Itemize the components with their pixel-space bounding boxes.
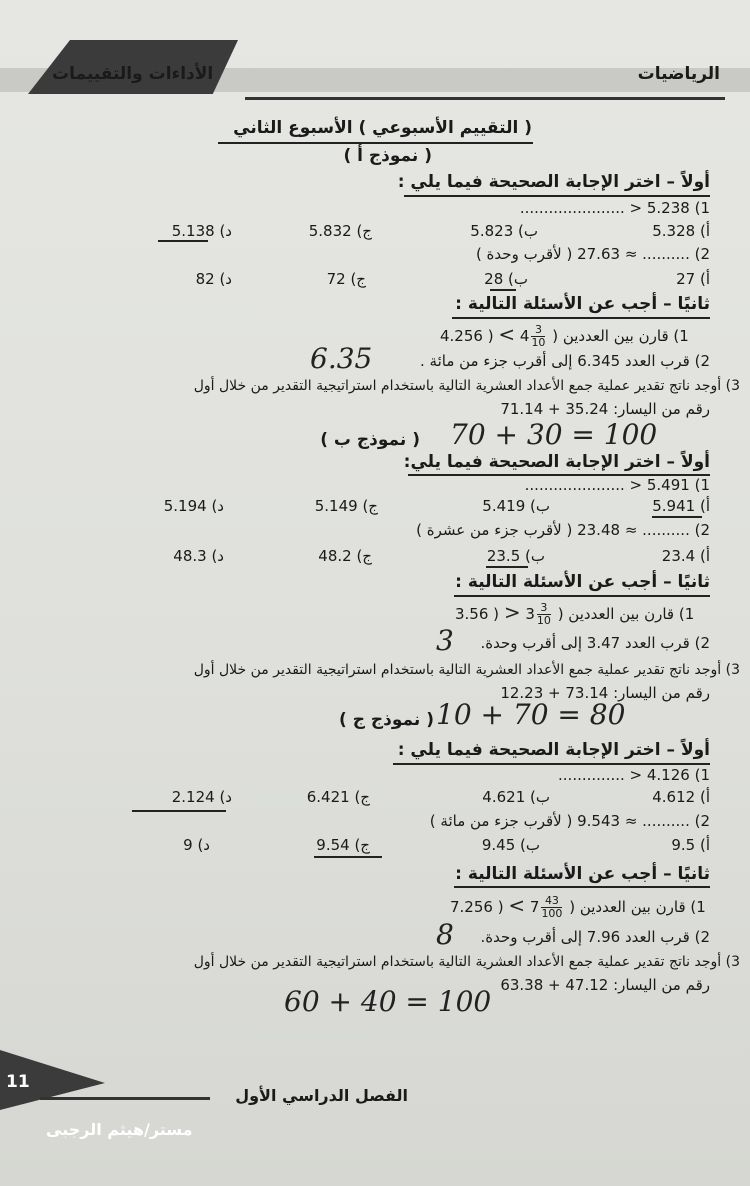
model-c-part2-underline bbox=[454, 886, 710, 888]
model-c-q1-answer-mark bbox=[132, 810, 226, 812]
model-c-q1-opt-d: د) 2.124 bbox=[171, 788, 232, 806]
model-b-part2-heading: ثانيًا – أجب عن الأسئلة التالية : bbox=[455, 572, 710, 592]
model-c-q2: 2) .......... ≈ 9.543 ( لأقرب جزء من مائة ) bbox=[429, 812, 710, 830]
model-a-q1-opt-a: أ) 5.328 bbox=[652, 222, 710, 240]
model-c-q2-opt-b: ب) 9.45 bbox=[481, 836, 540, 854]
model-b-t1-post: 3.56 ) bbox=[455, 605, 500, 623]
model-b-t1-fraction bbox=[537, 602, 551, 627]
model-a-label: ( نموذج أ ) bbox=[343, 146, 432, 166]
page-title: ( التقييم الأسبوعي ) الأسبوع الثاني bbox=[233, 118, 532, 138]
model-a-t1-den: 10 bbox=[531, 336, 546, 349]
header-subject-left: الأداءات والتقييمات bbox=[52, 64, 214, 84]
footer-author: مستر/هيثم الرجبى bbox=[46, 1120, 193, 1139]
model-c-t1 bbox=[450, 893, 706, 920]
model-c-t2-answer: 8 bbox=[436, 918, 454, 951]
model-b-part1-heading: أولاً – اختر الإجابة الصحيحة فيما يلي: bbox=[403, 452, 710, 472]
model-c-t3-answer: 60 + 40 = 100 bbox=[284, 985, 492, 1018]
model-a-t3-answer: 70 + 30 = 100 bbox=[450, 418, 658, 451]
model-b-q1-answer-mark bbox=[652, 516, 702, 518]
model-c-t1-post: 7.256 ) bbox=[450, 898, 504, 916]
model-c-t1-answer: < bbox=[508, 893, 526, 917]
header-subject-right: الرياضيات bbox=[637, 64, 720, 84]
model-a-q2-opt-c: ج) 72 bbox=[326, 270, 366, 288]
model-b-t3: 3) أوجد ناتج تقدير عملية جمع الأعداد العشرية التالية باستخدام استراتيجية التقدير من خلال أول bbox=[193, 662, 740, 678]
model-a-q2-answer-mark bbox=[490, 289, 516, 291]
model-c-q1: 1) 4.126 < .............. bbox=[558, 766, 710, 784]
model-b-label: ( نموذج ب ) bbox=[320, 430, 420, 450]
model-b-q1-opt-c: ج) 5.149 bbox=[314, 497, 378, 515]
header-rule bbox=[245, 97, 725, 100]
model-c-t2: 2) قرب العدد 7.96 إلى أقرب وحدة. bbox=[480, 928, 710, 946]
model-b-q1-opt-b: ب) 5.419 bbox=[482, 497, 550, 515]
model-b-part2-underline bbox=[454, 595, 710, 597]
model-c-part2-heading: ثانيًا – أجب عن الأسئلة التالية : bbox=[455, 864, 710, 884]
model-b-q2-opt-d: د) 48.3 bbox=[173, 547, 224, 565]
model-b-t1-whole: 3 bbox=[525, 605, 535, 623]
model-a-t1-pre: 1) قارن بين العددين ( bbox=[552, 327, 689, 345]
model-b-t1-den: 10 bbox=[536, 614, 551, 627]
footer-term: الفصل الدراسي الأول bbox=[235, 1086, 408, 1105]
model-c-q1-opt-a: أ) 4.612 bbox=[652, 788, 710, 806]
model-a-q1-opt-c: ج) 5.832 bbox=[308, 222, 372, 240]
title-underline bbox=[218, 142, 533, 144]
model-c-t3: 3) أوجد ناتج تقدير عملية جمع الأعداد العشرية التالية باستخدام استراتيجية التقدير من خلال أول bbox=[193, 954, 740, 970]
model-c-t1-pre: 1) قارن بين العددين ( bbox=[569, 898, 706, 916]
model-c-label: ( نموذج ج ) bbox=[339, 710, 434, 730]
model-b-q1-opt-d: د) 5.194 bbox=[163, 497, 224, 515]
model-a-q1-opt-d: د) 5.138 bbox=[171, 222, 232, 240]
model-a-part1-heading: أولاً – اختر الإجابة الصحيحة فيما يلي : bbox=[397, 172, 710, 192]
model-a-q2-opt-a: أ) 27 bbox=[676, 270, 710, 288]
model-a-q1: 1) 5.238 < ...................... bbox=[519, 199, 710, 217]
model-b-q1-opt-a: أ) 5.941 bbox=[652, 497, 710, 515]
model-c-q2-opt-a: أ) 9.5 bbox=[671, 836, 710, 854]
model-a-t2-answer: 6.35 bbox=[310, 342, 373, 375]
model-a-t1 bbox=[440, 322, 689, 349]
model-c-part1-underline bbox=[393, 763, 710, 765]
model-a-part1-underline bbox=[404, 195, 710, 197]
model-a-q2-opt-d: د) 82 bbox=[195, 270, 232, 288]
model-a-t1-answer: < bbox=[498, 322, 516, 346]
model-b-q1: 1) 5.491 < ..................... bbox=[524, 476, 710, 494]
model-a-t3b: رقم من اليسار: 35.24 + 71.14 bbox=[500, 400, 710, 418]
page-number: 11 bbox=[6, 1072, 30, 1092]
model-b-t1-answer: > bbox=[503, 600, 521, 624]
model-b-t3b: رقم من اليسار: 73.14 + 12.23 bbox=[500, 684, 710, 702]
model-c-t1-whole: 7 bbox=[529, 898, 540, 916]
model-a-q1-opt-b: ب) 5.823 bbox=[470, 222, 538, 240]
model-b-q2-answer-mark bbox=[486, 566, 528, 568]
model-a-t3: 3) أوجد ناتج تقدير عملية جمع الأعداد العشرية التالية باستخدام استراتيجية التقدير من خلال أول bbox=[193, 378, 740, 394]
model-c-q2-opt-d: د) 9 bbox=[183, 836, 210, 854]
model-a-t1-num: 3 bbox=[531, 324, 545, 337]
model-c-t3b: رقم من اليسار: 47.12 + 63.38 bbox=[500, 976, 710, 994]
model-b-t1-num: 3 bbox=[537, 602, 551, 615]
model-a-part2-heading: ثانيًا – أجب عن الأسئلة التالية : bbox=[455, 294, 710, 314]
model-c-t1-num: 43 bbox=[541, 895, 562, 908]
model-c-t1-fraction bbox=[541, 895, 562, 920]
model-c-q1-opt-b: ب) 4.621 bbox=[482, 788, 550, 806]
model-c-q1-opt-c: ج) 6.421 bbox=[306, 788, 370, 806]
model-b-q2: 2) .......... ≈ 23.48 ( لأقرب جزء من عشرة ) bbox=[416, 521, 710, 539]
model-a-t1-fraction bbox=[531, 324, 545, 349]
footer-rule bbox=[40, 1097, 210, 1100]
model-a-t1-post: 4.256 ) bbox=[440, 327, 494, 345]
model-c-t1-den: 100 bbox=[541, 907, 563, 920]
model-a-q1-answer-mark bbox=[158, 240, 208, 242]
model-a-t2: 2) قرب العدد 6.345 إلى أقرب جزء من مائة . bbox=[420, 352, 710, 370]
model-a-q2: 2) .......... ≈ 27.63 ( لأقرب وحدة ) bbox=[475, 245, 710, 263]
model-c-q2-answer-mark bbox=[314, 856, 382, 858]
model-b-q2-opt-b: ب) 23.5 bbox=[486, 547, 545, 565]
model-c-q2-opt-c: ج) 9.54 bbox=[316, 836, 370, 854]
model-a-part2-underline bbox=[452, 317, 710, 319]
model-b-t3-answer: 10 + 70 = 80 bbox=[436, 698, 626, 731]
model-b-t1 bbox=[455, 600, 694, 627]
model-b-q2-opt-a: أ) 23.4 bbox=[661, 547, 710, 565]
model-b-t2-answer: 3 bbox=[436, 624, 454, 657]
model-c-part1-heading: أولاً – اختر الإجابة الصحيحة فيما يلي : bbox=[397, 740, 710, 760]
model-a-t1-whole: 4 bbox=[519, 327, 530, 345]
model-b-t1-pre: 1) قارن بين العددين ( bbox=[557, 605, 695, 623]
model-a-q2-opt-b: ب) 28 bbox=[484, 270, 528, 288]
model-b-q2-opt-c: ج) 48.2 bbox=[318, 547, 372, 565]
model-b-t2: 2) قرب العدد 3.47 إلى أقرب وحدة. bbox=[480, 634, 710, 652]
